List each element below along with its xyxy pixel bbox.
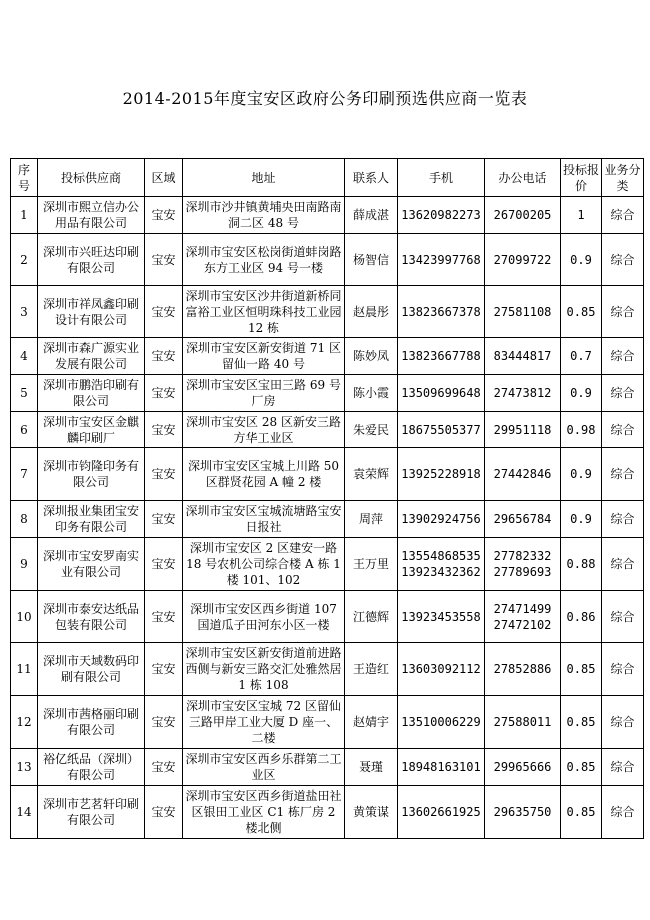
contact-cell: 陈小霞 bbox=[345, 375, 398, 412]
col-header-mobile: 手机 bbox=[398, 159, 485, 197]
office-phone-cell bbox=[485, 749, 561, 786]
mobile-cell-line: 13509699648 bbox=[401, 386, 481, 400]
office-phone-cell-line: 27581108 bbox=[493, 304, 552, 319]
mobile-cell bbox=[398, 375, 485, 412]
office-phone-cell bbox=[485, 591, 561, 643]
table-row bbox=[11, 448, 644, 501]
mobile-cell bbox=[398, 538, 485, 591]
mobile-cell bbox=[398, 749, 485, 786]
contact-cell: 王万里 bbox=[345, 538, 398, 591]
row-no: 12 bbox=[11, 696, 38, 749]
address-cell: 深圳市宝安区宝城 72 区留仙三路甲岸工业大厦 D 座一、二楼 bbox=[183, 696, 345, 749]
address-cell: 深圳市沙井镇黄埔央田南路南洞二区 48 号 bbox=[183, 197, 345, 234]
bid-price-cell: 0.98 bbox=[561, 412, 602, 448]
office-phone-cell bbox=[485, 197, 561, 234]
mobile-cell-line: 13510006229 bbox=[401, 715, 481, 729]
row-no: 6 bbox=[11, 412, 38, 448]
table-row bbox=[11, 786, 644, 839]
mobile-cell-line: 13602661925 bbox=[401, 805, 481, 819]
mobile-cell bbox=[398, 338, 485, 375]
contact-cell: 陈妙凤 bbox=[345, 338, 398, 375]
contact-cell: 薛成湛 bbox=[345, 197, 398, 234]
row-no: 13 bbox=[11, 749, 38, 786]
supplier-name: 深圳市熙立信办公用品有限公司 bbox=[38, 197, 145, 234]
category-cell: 综合 bbox=[602, 375, 644, 412]
region-cell: 宝安 bbox=[145, 643, 183, 696]
office-phone-cell bbox=[485, 501, 561, 538]
bid-price-cell: 0.85 bbox=[561, 286, 602, 338]
row-no: 11 bbox=[11, 643, 38, 696]
bid-price-cell: 0.85 bbox=[561, 786, 602, 839]
office-phone-cell-line: 27588011 bbox=[493, 715, 552, 729]
office-phone-cell bbox=[485, 338, 561, 375]
mobile-cell-line: 13823667788 bbox=[401, 349, 481, 363]
mobile-cell bbox=[398, 448, 485, 501]
bid-price-cell: 0.9 bbox=[561, 375, 602, 412]
mobile-cell bbox=[398, 643, 485, 696]
document-title: 2014-2015年度宝安区政府公务印刷预选供应商一览表 bbox=[122, 89, 528, 108]
category-cell: 综合 bbox=[602, 696, 644, 749]
col-header-contact: 联系人 bbox=[345, 159, 398, 197]
table-row bbox=[11, 591, 644, 643]
office-phone-cell-line: 27099722 bbox=[493, 252, 552, 267]
region-cell: 宝安 bbox=[145, 338, 183, 375]
office-phone-cell-line: 27852886 bbox=[493, 662, 552, 676]
region-cell: 宝安 bbox=[145, 412, 183, 448]
bid-price-cell: 0.86 bbox=[561, 591, 602, 643]
supplier-name: 深圳市森广源实业发展有限公司 bbox=[38, 338, 145, 375]
table-row bbox=[11, 643, 644, 696]
supplier-table bbox=[10, 158, 644, 839]
table-header-row bbox=[11, 159, 644, 197]
supplier-name: 深圳报业集团宝安印务有限公司 bbox=[38, 501, 145, 538]
office-phone-cell-line: 29951118 bbox=[493, 422, 552, 437]
table-row bbox=[11, 286, 644, 338]
office-phone-cell-line: 27789693 bbox=[493, 565, 552, 579]
mobile-cell-line: 13923432362 bbox=[401, 565, 481, 579]
col-header-office-phone: 办公电话 bbox=[485, 159, 561, 197]
category-cell: 综合 bbox=[602, 412, 644, 448]
address-cell: 深圳市宝安区 28 区新安三路方华工业区 bbox=[183, 412, 345, 448]
mobile-cell bbox=[398, 197, 485, 234]
mobile-cell bbox=[398, 786, 485, 839]
contact-cell: 黄策谋 bbox=[345, 786, 398, 839]
office-phone-cell-line: 29656784 bbox=[493, 512, 552, 526]
mobile-cell-line: 13554868535 bbox=[401, 549, 481, 563]
category-cell: 综合 bbox=[602, 234, 644, 286]
col-header-no: 序号 bbox=[11, 159, 38, 197]
address-cell: 深圳市宝安区新安街道前进路西侧与新安三路交汇处雅然居 1 栋 108 bbox=[183, 643, 345, 696]
office-phone-cell-line: 26700205 bbox=[493, 208, 552, 222]
region-cell: 宝安 bbox=[145, 197, 183, 234]
address-cell: 深圳市宝安区松岗街道蚌岗路东方工业区 94 号一楼 bbox=[183, 234, 345, 286]
row-no: 3 bbox=[11, 286, 38, 338]
mobile-cell-line: 13925228918 bbox=[401, 467, 481, 481]
bid-price-cell: 0.9 bbox=[561, 234, 602, 286]
row-no: 4 bbox=[11, 338, 38, 375]
col-header-address: 地址 bbox=[183, 159, 345, 197]
office-phone-cell-line: 29965666 bbox=[493, 760, 552, 774]
supplier-name: 深圳市茜格丽印刷有限公司 bbox=[38, 696, 145, 749]
supplier-name: 深圳市宝安区金麒麟印刷厂 bbox=[38, 412, 145, 448]
mobile-cell-line: 13620982273 bbox=[401, 208, 481, 222]
category-cell: 综合 bbox=[602, 749, 644, 786]
contact-cell: 袁荣辉 bbox=[345, 448, 398, 501]
contact-cell: 赵婧宇 bbox=[345, 696, 398, 749]
table-row bbox=[11, 338, 644, 375]
mobile-cell-line: 18675505377 bbox=[401, 422, 481, 437]
row-no: 14 bbox=[11, 786, 38, 839]
mobile-cell-line: 13423997768 bbox=[401, 252, 481, 267]
table-row bbox=[11, 538, 644, 591]
region-cell: 宝安 bbox=[145, 786, 183, 839]
contact-cell: 朱爱民 bbox=[345, 412, 398, 448]
bid-price-cell: 0.88 bbox=[561, 538, 602, 591]
contact-cell: 杨智信 bbox=[345, 234, 398, 286]
supplier-name: 深圳市祥凤鑫印刷设计有限公司 bbox=[38, 286, 145, 338]
address-cell: 深圳市宝安区西乡街道盐田社区银田工业区 C1 栋厂房 2 楼北侧 bbox=[183, 786, 345, 839]
address-cell: 深圳市宝安区沙井街道新桥同富裕工业区恒明珠科技工业园 12 栋 bbox=[183, 286, 345, 338]
office-phone-cell bbox=[485, 448, 561, 501]
row-no: 2 bbox=[11, 234, 38, 286]
supplier-name: 裕亿纸品（深圳）有限公司 bbox=[38, 749, 145, 786]
address-cell: 深圳市宝安区宝城上川路 50 区群贤花园 A 幢 2 楼 bbox=[183, 448, 345, 501]
table-row bbox=[11, 375, 644, 412]
supplier-name: 深圳市艺茗轩印刷有限公司 bbox=[38, 786, 145, 839]
supplier-name: 深圳市兴旺达印刷有限公司 bbox=[38, 234, 145, 286]
region-cell: 宝安 bbox=[145, 501, 183, 538]
address-cell: 深圳市宝安区西乡街道 107 国道瓜子田河东小区一楼 bbox=[183, 591, 345, 643]
office-phone-cell bbox=[485, 234, 561, 286]
category-cell: 综合 bbox=[602, 538, 644, 591]
office-phone-cell-line: 29635750 bbox=[493, 805, 552, 819]
bid-price-cell: 0.7 bbox=[561, 338, 602, 375]
region-cell: 宝安 bbox=[145, 749, 183, 786]
contact-cell: 江德辉 bbox=[345, 591, 398, 643]
category-cell: 综合 bbox=[602, 501, 644, 538]
category-cell: 综合 bbox=[602, 448, 644, 501]
bid-price-cell: 0.9 bbox=[561, 501, 602, 538]
region-cell: 宝安 bbox=[145, 448, 183, 501]
category-cell: 综合 bbox=[602, 591, 644, 643]
mobile-cell bbox=[398, 412, 485, 448]
bid-price-cell: 0.9 bbox=[561, 448, 602, 501]
col-header-category: 业务分类 bbox=[602, 159, 644, 197]
table-row bbox=[11, 234, 644, 286]
supplier-name: 深圳市鹏浩印刷有限公司 bbox=[38, 375, 145, 412]
region-cell: 宝安 bbox=[145, 538, 183, 591]
table-row bbox=[11, 749, 644, 786]
contact-cell: 周萍 bbox=[345, 501, 398, 538]
supplier-name: 深圳市天域数码印刷有限公司 bbox=[38, 643, 145, 696]
bid-price-cell: 0.85 bbox=[561, 643, 602, 696]
bid-price-cell: 1 bbox=[561, 197, 602, 234]
category-cell: 综合 bbox=[602, 643, 644, 696]
row-no: 10 bbox=[11, 591, 38, 643]
mobile-cell bbox=[398, 696, 485, 749]
row-no: 9 bbox=[11, 538, 38, 591]
mobile-cell-line: 13902924756 bbox=[401, 512, 481, 526]
office-phone-cell-line: 27471499 bbox=[493, 601, 552, 616]
mobile-cell bbox=[398, 501, 485, 538]
row-no: 8 bbox=[11, 501, 38, 538]
office-phone-cell-line: 83444817 bbox=[493, 349, 552, 363]
row-no: 1 bbox=[11, 197, 38, 234]
mobile-cell-line: 13823667378 bbox=[401, 304, 481, 319]
table-row bbox=[11, 412, 644, 448]
address-cell: 深圳市宝安区 2 区建安一路 18 号农机公司综合楼 A 栋 1 楼 101、102 bbox=[183, 538, 345, 591]
table-row bbox=[11, 197, 644, 234]
office-phone-cell-line: 27782332 bbox=[493, 549, 552, 563]
office-phone-cell bbox=[485, 643, 561, 696]
office-phone-cell-line: 27472102 bbox=[493, 617, 552, 632]
col-header-region: 区域 bbox=[145, 159, 183, 197]
mobile-cell-line: 18948163101 bbox=[401, 760, 481, 774]
address-cell: 深圳市宝安区西乡乐群第二工业区 bbox=[183, 749, 345, 786]
office-phone-cell bbox=[485, 375, 561, 412]
address-cell: 深圳市宝安区新安街道 71 区留仙一路 40 号 bbox=[183, 338, 345, 375]
col-header-bid-price: 投标报价 bbox=[561, 159, 602, 197]
category-cell: 综合 bbox=[602, 338, 644, 375]
category-cell: 综合 bbox=[602, 786, 644, 839]
office-phone-cell bbox=[485, 412, 561, 448]
contact-cell: 赵晨彤 bbox=[345, 286, 398, 338]
category-cell: 综合 bbox=[602, 197, 644, 234]
bid-price-cell: 0.85 bbox=[561, 696, 602, 749]
mobile-cell-line: 13923453558 bbox=[401, 609, 481, 624]
table-row bbox=[11, 696, 644, 749]
supplier-name: 深圳市钧隆印务有限公司 bbox=[38, 448, 145, 501]
office-phone-cell bbox=[485, 696, 561, 749]
region-cell: 宝安 bbox=[145, 234, 183, 286]
supplier-name: 深圳市泰安达纸品包装有限公司 bbox=[38, 591, 145, 643]
region-cell: 宝安 bbox=[145, 591, 183, 643]
office-phone-cell-line: 27473812 bbox=[493, 386, 552, 400]
mobile-cell bbox=[398, 286, 485, 338]
col-header-supplier: 投标供应商 bbox=[38, 159, 145, 197]
contact-cell: 聂瑾 bbox=[345, 749, 398, 786]
contact-cell: 王造红 bbox=[345, 643, 398, 696]
category-cell: 综合 bbox=[602, 286, 644, 338]
region-cell: 宝安 bbox=[145, 375, 183, 412]
region-cell: 宝安 bbox=[145, 286, 183, 338]
row-no: 7 bbox=[11, 448, 38, 501]
office-phone-cell bbox=[485, 286, 561, 338]
supplier-name: 深圳市宝安罗南实业有限公司 bbox=[38, 538, 145, 591]
office-phone-cell bbox=[485, 786, 561, 839]
address-cell: 深圳市宝安区宝城流塘路宝安日报社 bbox=[183, 501, 345, 538]
row-no: 5 bbox=[11, 375, 38, 412]
office-phone-cell-line: 27442846 bbox=[493, 467, 552, 481]
bid-price-cell: 0.85 bbox=[561, 749, 602, 786]
office-phone-cell bbox=[485, 538, 561, 591]
mobile-cell bbox=[398, 234, 485, 286]
address-cell: 深圳市宝安区宝田三路 69 号厂房 bbox=[183, 375, 345, 412]
mobile-cell bbox=[398, 591, 485, 643]
mobile-cell-line: 13603092112 bbox=[401, 662, 481, 676]
region-cell: 宝安 bbox=[145, 696, 183, 749]
table-row bbox=[11, 501, 644, 538]
